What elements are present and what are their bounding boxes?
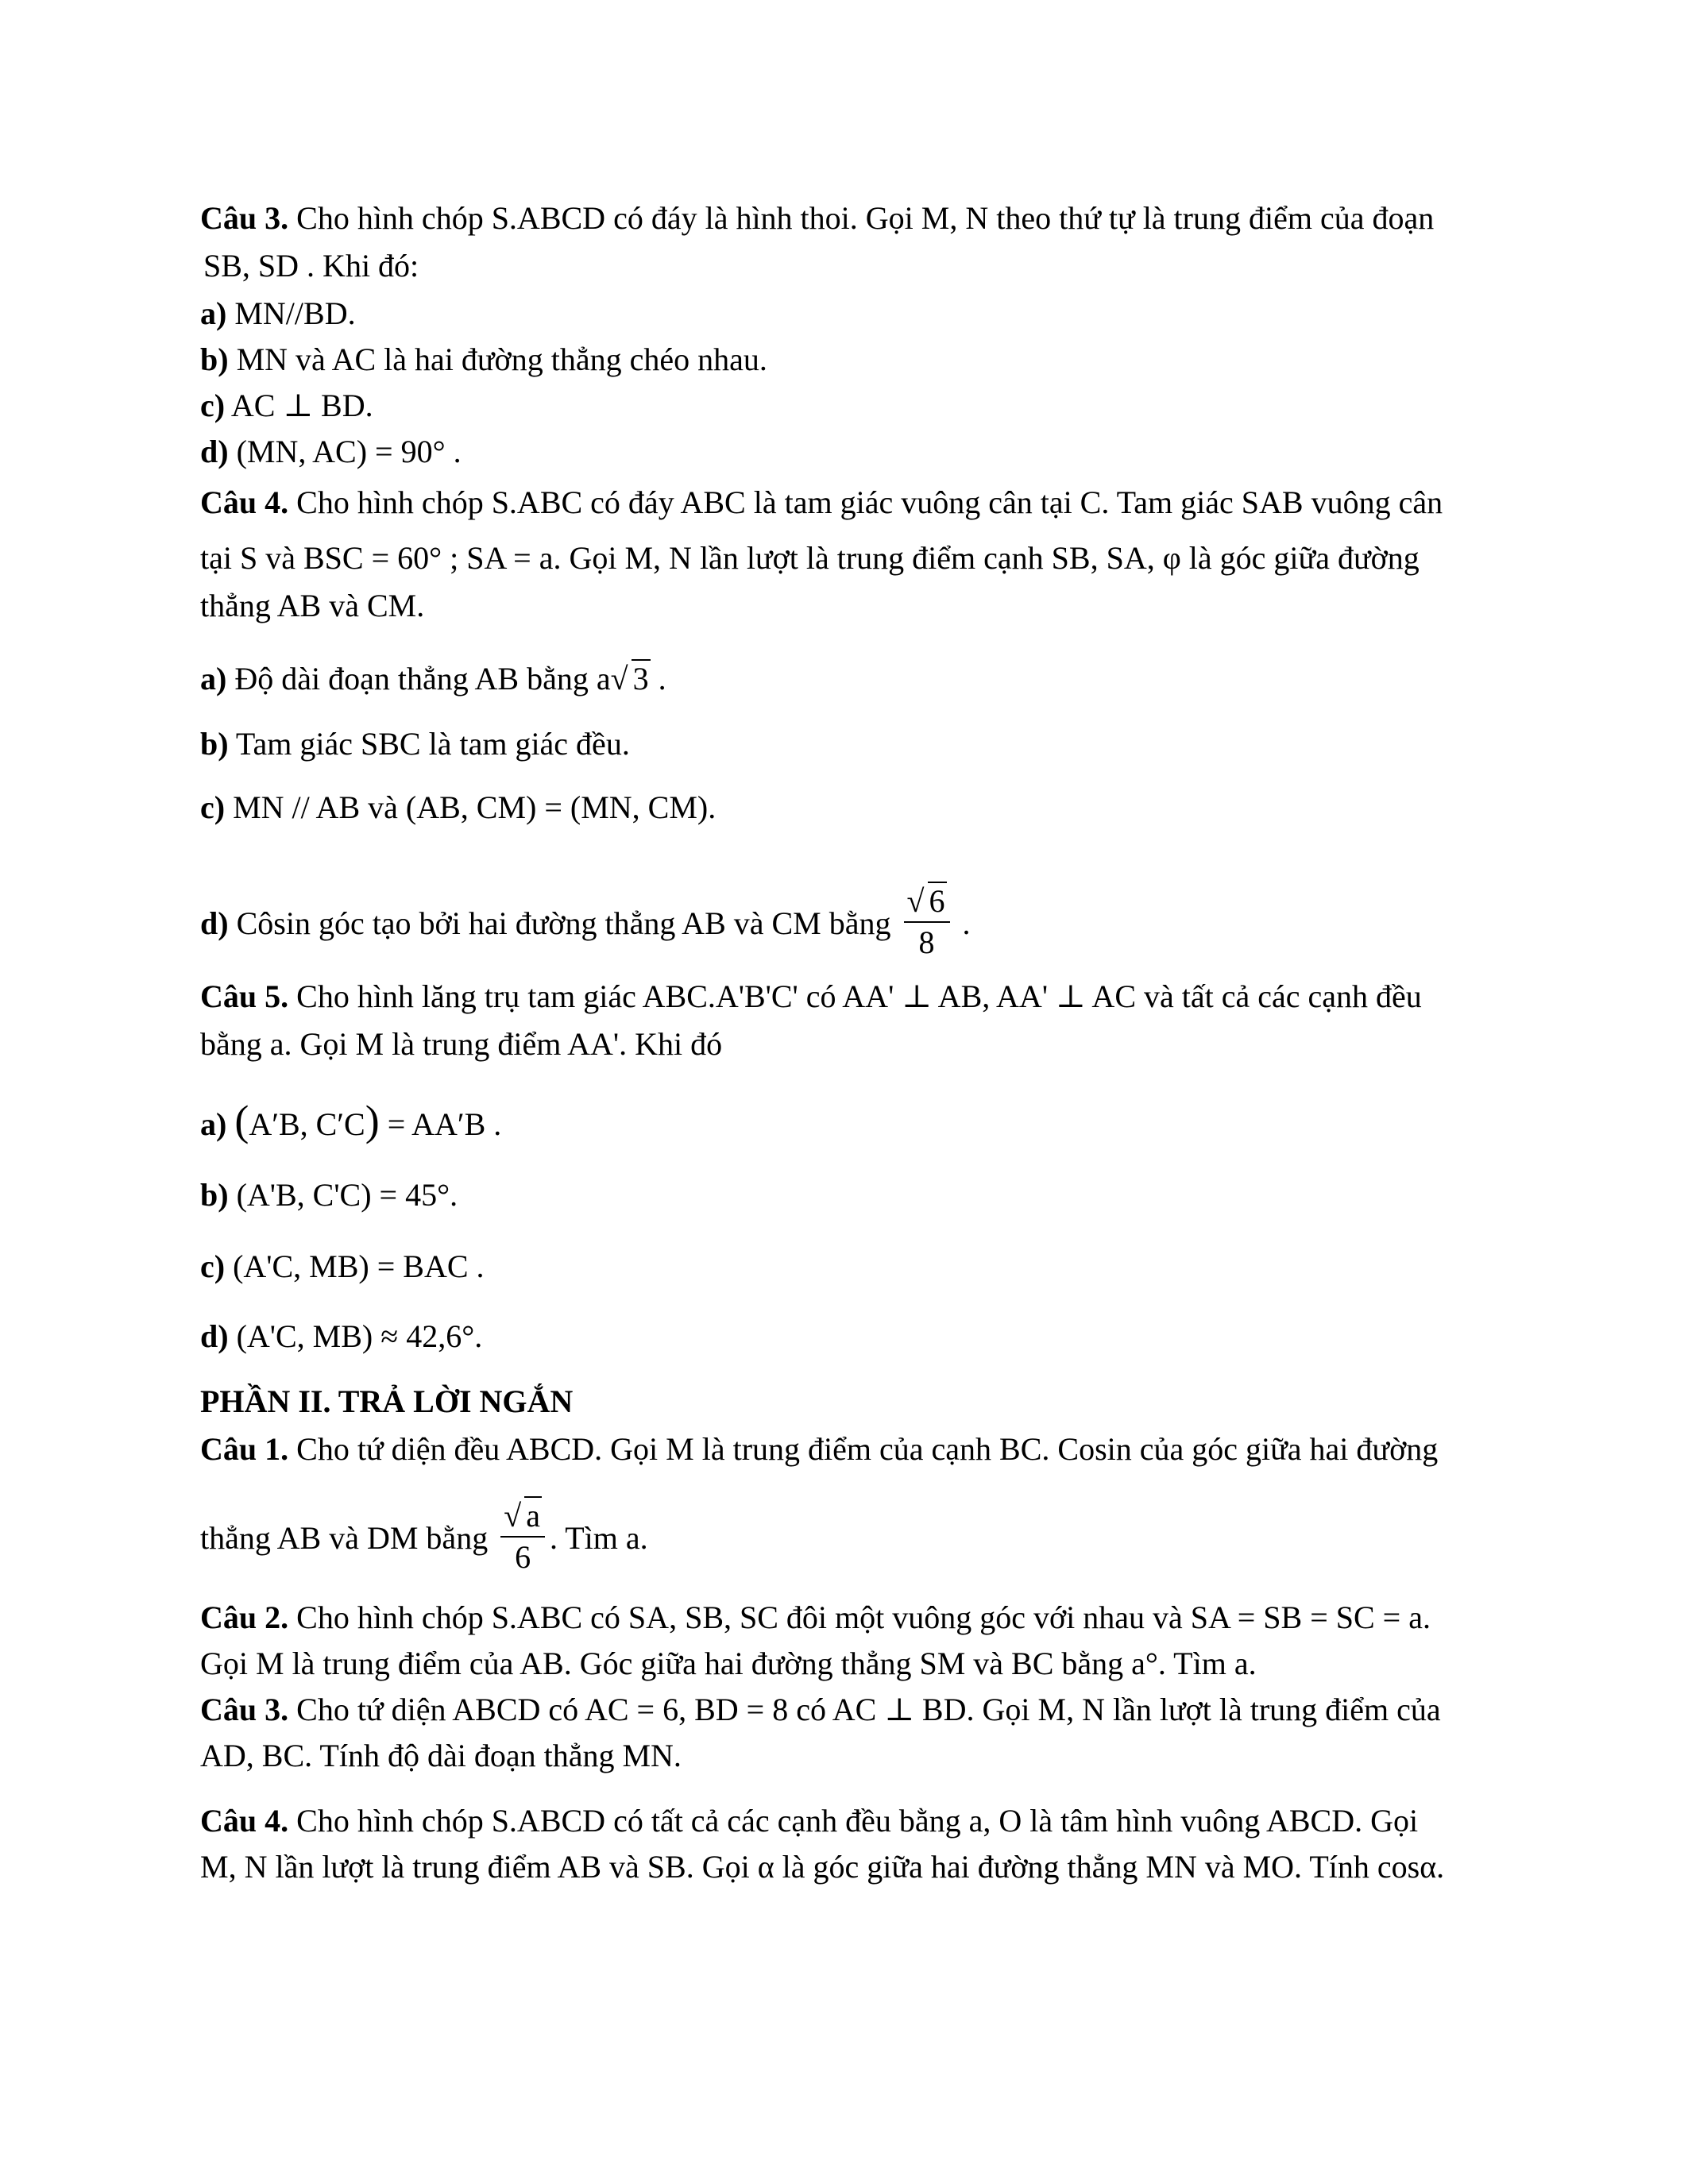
q5-line2 [200,1021,722,1067]
q4-label: Câu 4. [200,484,289,520]
q5-label: Câu 5. [200,978,289,1014]
question-text: thẳng AB và DM bằng [200,1520,496,1557]
option-text: MN//BD. [226,295,356,331]
part2-q4-line2 [200,1844,1444,1890]
option-label: c) [200,1248,226,1284]
question-label: Câu 1. [200,1431,289,1467]
question-text: Gọi M là trung điểm của AB. Góc giữa hai đường thẳng SM và BC bằng a°. Tìm a. [200,1646,1257,1681]
q3-option-d [200,429,462,475]
option-label: b) [200,726,229,762]
part2-q1-line1 [200,1426,1438,1472]
option-text: (A'C, MB) = BAC . [225,1248,485,1284]
option-text: Độ dài đoạn thẳng AB bằng a [226,661,611,696]
fraction: √ a 6 [500,1496,545,1577]
option-text: A′B, C′C [249,1106,365,1142]
question-text: Cho tứ diện đều ABCD. Gọi M là trung điểm của cạnh BC. Cosin của góc giữa hai đường [288,1431,1439,1467]
q4-option-d [200,883,971,967]
option-text: (A'B, C'C) = 45°. [228,1177,458,1213]
option-label: d) [200,434,229,469]
question-label: Câu 3. [200,1692,289,1727]
q3-text: Cho hình chóp S.ABCD có đáy là hình thoi. Gọi M, N theo thứ tự là trung điểm của đoạn [288,200,1435,236]
question-text: Cho hình chóp S.ABC có SA, SB, SC đôi một vuông góc với nhau và SA = SB = SC = a. [288,1599,1431,1635]
part2-q3-line2 [200,1733,682,1779]
option-label: c) [200,388,226,423]
paren-open: ( [234,1097,249,1144]
part2-q3-line1 [200,1687,1441,1733]
q4-option-a [200,656,666,702]
section-title: PHẦN II. TRẢ LỜI NGẮN [200,1383,574,1419]
numerator: 6 [929,883,945,919]
q4-line2 [200,535,1420,581]
option-text: Côsin góc tạo bởi hai đường thẳng AB và CM bằng [228,905,899,942]
option-end: . [650,661,666,696]
question-end: . Tìm a. [549,1520,648,1557]
denominator: 8 [918,924,935,960]
q4-text: Cho hình chóp S.ABC có đáy ABC là tam giác vuông cân tại C. Tam giác SAB vuông cân [288,484,1443,520]
radicand: 3 [632,661,649,696]
option-label: c) [200,789,226,825]
question-text: Cho hình chóp S.ABCD có tất cả các cạnh đều bằng a, O là tâm hình vuông ABCD. Gọi [288,1803,1419,1839]
sqrt-symbol: √ 3 [610,661,649,696]
q4-option-b [200,721,630,767]
option-text: AC ⊥ BD. [225,388,373,423]
option-end: = AA′B . [379,1106,502,1142]
q4-option-c [200,785,716,831]
q5-text: Cho hình lăng trụ tam giác ABC.A'B'C' có AA' ⊥ AB, AA' ⊥ AC và tất cả các cạnh đều [288,978,1422,1014]
option-label: b) [200,341,229,377]
q5-option-d [200,1314,482,1360]
q3-line2 [203,243,419,289]
q3-text2: SB, SD . Khi đó: [203,248,419,284]
option-label: a) [200,295,227,331]
q5-line1 [200,974,1422,1020]
q4-text3: thẳng AB và CM. [200,588,425,623]
part2-q2-line2 [200,1641,1257,1687]
q5-option-c [200,1244,485,1290]
q3-option-c [200,383,373,429]
question-text: Cho tứ diện ABCD có AC = 6, BD = 8 có AC ⊥ BD. Gọi M, N lần lượt là trung điểm của [288,1692,1441,1727]
part2-q4-line1 [200,1798,1418,1844]
question-label: Câu 2. [200,1599,289,1635]
option-text: MN // AB và (AB, CM) = (MN, CM). [225,789,717,825]
fraction: √ 6 8 [904,882,950,963]
denominator: 6 [515,1539,531,1575]
option-end: . [954,905,971,942]
option-text: Tam giác SBC là tam giác đều. [228,726,630,762]
question-label: Câu 4. [200,1803,289,1839]
option-label: b) [200,1177,229,1213]
option-label: d) [200,1318,229,1354]
numerator: a [526,1498,540,1534]
option-label: d) [200,905,229,942]
q4-line1 [200,480,1443,526]
q4-line3 [200,583,424,629]
option-text: (MN, AC) = 90° . [228,434,462,469]
part2-title [200,1379,573,1425]
q3-label: Câu 3. [200,200,289,236]
question-text: M, N lần lượt là trung điểm AB và SB. Gọi α là góc giữa hai đường thẳng MN và MO. Tính cosα. [200,1849,1445,1885]
option-label: a) [200,661,227,696]
option-text: MN và AC là hai đường thẳng chéo nhau. [228,341,767,377]
q3-option-a [200,291,356,337]
q5-option-a [200,1098,501,1148]
q5-option-b [200,1172,458,1218]
paren-close: ) [365,1097,380,1144]
question-text: AD, BC. Tính độ dài đoạn thẳng MN. [200,1738,682,1773]
option-text: (A'C, MB) ≈ 42,6°. [228,1318,483,1354]
part2-q2-line1 [200,1595,1431,1641]
q4-text2: tại S và BSC = 60° ; SA = a. Gọi M, N lần lượt là trung điểm cạnh SB, SA, φ là góc giữa đường [200,540,1420,576]
option-label: a) [200,1106,227,1142]
part2-q1-line2 [200,1498,648,1582]
q3-option-b [200,337,767,383]
q3-line1 [200,195,1434,241]
q5-text2: bằng a. Gọi M là trung điểm AA'. Khi đó [200,1026,723,1062]
